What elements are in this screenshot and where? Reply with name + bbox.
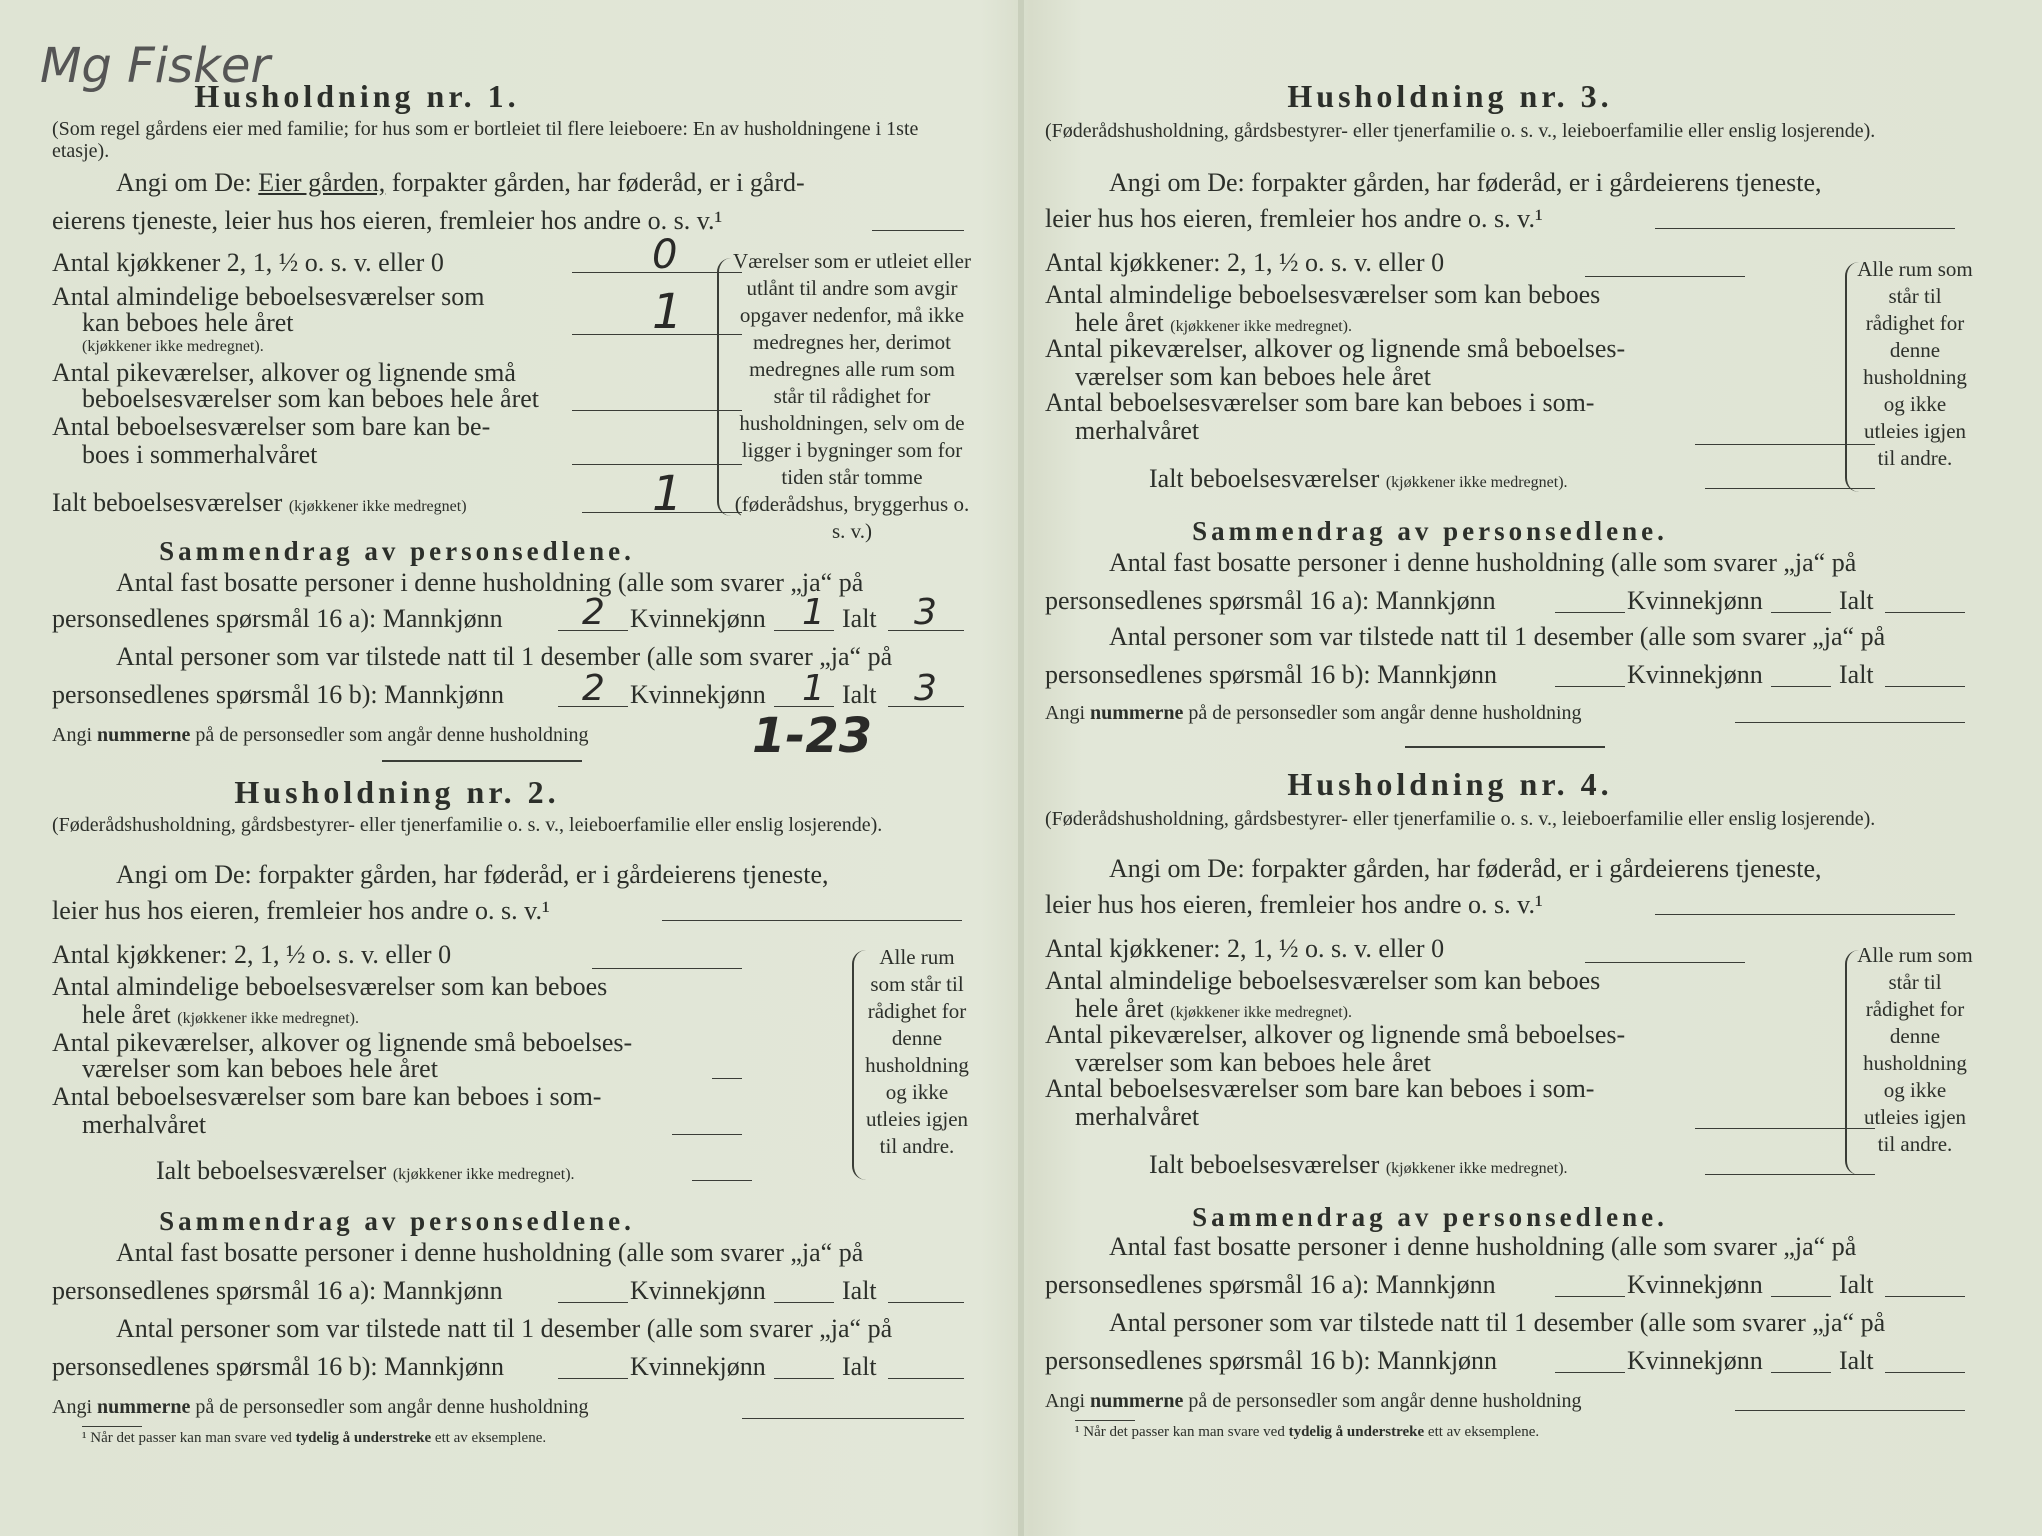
h4-til-ialt: Ialt [1839, 1346, 1874, 1375]
h4-pike-1: Antal pikeværelser, alkover og lignende små beboelses- [1045, 1020, 1626, 1049]
h1-kjokken-value: 0 [652, 232, 678, 278]
h3-separator [1405, 746, 1605, 748]
h1-fast-mann-value: 2 [582, 592, 605, 633]
h2-angi-2: leier hus hos eieren, fremleier hos andre o. s. v.¹ [52, 896, 550, 925]
h1-nummer-line: Angi nummerne på de personsedler som angår denne husholdning [52, 724, 589, 746]
h4-nummer-fill [1735, 1410, 1965, 1411]
h4-til-2: personsedlenes spørsmål 16 b): Mannkjønn [1045, 1346, 1498, 1375]
h2-til-ialt: Ialt [842, 1352, 877, 1381]
h4-til-kvinne-line [1771, 1372, 1831, 1373]
h3-side-note: Alle rum som står til rådighet for denne husholdning og ikke utleies igjen til andre. [1857, 257, 1973, 470]
h3-angi-1: Angi om De: forpakter gården, har føderåd, er i gårdeierens tjeneste, [1109, 168, 1822, 197]
h2-fast-ialt-line [888, 1302, 964, 1303]
h1-ialt-label: Ialt beboelsesværelser (kjøkkener ikke medregnet) [52, 488, 467, 517]
h2-alm-2: hele året (kjøkkener ikke medregnet). [82, 1000, 359, 1029]
h2-til-2: personsedlenes spørsmål 16 b): Mannkjønn [52, 1352, 505, 1381]
household-3-subtitle: (Føderådshusholdning, gårdsbestyrer- eller tjenerfamilie o. s. v., leieboerfamilie eller enslig losjerende). [1045, 120, 1876, 142]
h1-som-label-2: boes i sommerhalvåret [82, 440, 318, 469]
h1-til-ialt-value: 3 [914, 668, 937, 709]
h2-nummer-line-fill [742, 1418, 964, 1419]
h3-til-kvinne-line [1771, 686, 1831, 687]
h1-alm-value: 1 [652, 284, 683, 340]
h2-fast-ialt: Ialt [842, 1276, 877, 1305]
h4-fast-ialt: Ialt [1839, 1270, 1874, 1299]
h2-ialt-line [692, 1180, 752, 1181]
h1-til-line2: personsedlenes spørsmål 16 b): Mannkjønn [52, 680, 505, 709]
h2-til-ialt-line [888, 1378, 964, 1379]
h1-til-kvinne-value: 1 [802, 668, 825, 709]
h3-fast-mann-line [1555, 612, 1625, 613]
h3-pike-1: Antal pikeværelser, alkover og lignende små beboelses- [1045, 334, 1626, 363]
h3-kjokken-line [1585, 276, 1745, 277]
h2-til-1: Antal personer som var tilstede natt til 1 desember (alle som svarer „ja“ på [116, 1314, 893, 1343]
household-1-angi-line2: eierens tjeneste, leier hus hos eieren, fremleier hos andre o. s. v.¹ [52, 206, 723, 235]
h1-summary-title: Sammendrag av personsedlene. [159, 536, 635, 566]
h3-alm-2: hele året (kjøkkener ikke medregnet). [1075, 308, 1352, 337]
h1-fast-ialt: Ialt [842, 604, 877, 633]
h4-til-1: Antal personer som var tilstede natt til 1 desember (alle som svarer „ja“ på [1109, 1308, 1886, 1337]
h3-alm-1: Antal almindelige beboelsesværelser som kan beboes [1045, 280, 1601, 309]
h2-fast-mann-line [558, 1302, 628, 1303]
h1-separator [382, 760, 582, 762]
h1-til-line1: Antal personer som var tilstede natt til 1 desember (alle som svarer „ja“ på [116, 642, 893, 671]
household-2-subtitle: (Føderådshusholdning, gårdsbestyrer- eller tjenerfamilie o. s. v., leieboerfamilie eller enslig losjerende). [52, 814, 883, 836]
h4-fast-mann-line [1555, 1296, 1625, 1297]
h4-summary-title: Sammendrag av personsedlene. [1192, 1202, 1668, 1232]
h3-kjokken: Antal kjøkkener: 2, 1, ½ o. s. v. eller 0 [1045, 248, 1445, 277]
h4-kjokken-line [1585, 962, 1745, 963]
h3-til-2: personsedlenes spørsmål 16 b): Mannkjønn [1045, 660, 1498, 689]
h1-kjokken-label: Antal kjøkkener 2, 1, ½ o. s. v. eller 0 [52, 248, 444, 277]
h2-pike-2: værelser som kan beboes hele året [82, 1054, 438, 1083]
h3-til-kvinne: Kvinnekjønn [1627, 660, 1763, 689]
household-3-title: Husholdning nr. 3. [1287, 78, 1613, 114]
h3-pike-2: værelser som kan beboes hele året [1075, 362, 1431, 391]
h2-til-kvinne-line [774, 1378, 834, 1379]
h3-som-2: merhalvåret [1075, 416, 1200, 445]
household-1-title: Husholdning nr. 1. [194, 78, 520, 114]
h2-pike-1: Antal pikeværelser, alkover og lignende små beboelses- [52, 1028, 633, 1057]
h1-til-kvinne: Kvinnekjønn [630, 680, 766, 709]
h2-som-line [672, 1134, 742, 1135]
h3-angi-2: leier hus hos eieren, fremleier hos andre o. s. v.¹ [1045, 204, 1543, 233]
h3-fast-2: personsedlenes spørsmål 16 a): Mannkjønn [1045, 586, 1496, 615]
h2-angi-line [662, 920, 962, 921]
household-4-title: Husholdning nr. 4. [1287, 766, 1613, 802]
h3-fast-kvinne-line [1771, 612, 1831, 613]
h3-fast-kvinne: Kvinnekjønn [1627, 586, 1763, 615]
h1-side-note: Værelser som er utleiet eller utlånt til andre som avgir opgaver nedenfor, må ikke medregnes her, derimot medregnes alle rum som står til rådighet for husholdningen, selv om de ligger i bygninger som for tiden står tomme (føderådshus, bryggerhus o. s. v.) [733, 249, 971, 543]
h3-summary-title: Sammendrag av personsedlene. [1192, 516, 1668, 546]
footnote-rule-left [82, 1426, 142, 1427]
h2-fast-1: Antal fast bosatte personer i denne husholdning (alle som svarer „ja“ på [116, 1238, 864, 1267]
h2-fast-kvinne: Kvinnekjønn [630, 1276, 766, 1305]
h1-brace [717, 258, 731, 516]
h2-ialt: Ialt beboelsesværelser (kjøkkener ikke medregnet). [156, 1156, 575, 1185]
h2-til-mann-line [558, 1378, 628, 1379]
h4-fast-2: personsedlenes spørsmål 16 a): Mannkjønn [1045, 1270, 1496, 1299]
h2-angi-1: Angi om De: forpakter gården, har føderåd, er i gårdeierens tjeneste, [116, 860, 829, 889]
h2-kjokken-line [592, 968, 742, 969]
h3-til-1: Antal personer som var tilstede natt til 1 desember (alle som svarer „ja“ på [1109, 622, 1886, 651]
h4-kjokken: Antal kjøkkener: 2, 1, ½ o. s. v. eller 0 [1045, 934, 1445, 963]
footnote-right: ¹ Når det passer kan man svare ved tydelig å understreke ett av eksemplene. [1075, 1424, 1540, 1440]
h2-summary-title: Sammendrag av personsedlene. [159, 1206, 635, 1236]
h3-til-ialt: Ialt [1839, 660, 1874, 689]
h4-nummer-line: Angi nummerne på de personsedler som angår denne husholdning [1045, 1390, 1582, 1412]
household-2-title: Husholdning nr. 2. [234, 774, 560, 810]
h2-til-kvinne: Kvinnekjønn [630, 1352, 766, 1381]
h3-til-ialt-line [1885, 686, 1965, 687]
h4-til-mann-line [1555, 1372, 1625, 1373]
h4-alm-2: hele året (kjøkkener ikke medregnet). [1075, 994, 1352, 1023]
h4-fast-ialt-line [1885, 1296, 1965, 1297]
footnote-rule-right [1075, 1420, 1135, 1421]
h1-fast-line1: Antal fast bosatte personer i denne husholdning (alle som svarer „ja“ på [116, 568, 864, 597]
h1-fast-kvinne-value: 1 [802, 592, 825, 633]
h2-som-1: Antal beboelsesværelser som bare kan beboes i som- [52, 1082, 602, 1111]
h1-fast-ialt-value: 3 [914, 592, 937, 633]
h4-fast-1: Antal fast bosatte personer i denne husholdning (alle som svarer „ja“ på [1109, 1232, 1857, 1261]
h1-alm-label-2: kan beboes hele året [82, 308, 294, 337]
h1-nummer-value: 1-23 [752, 708, 873, 764]
angi-fill-line [872, 230, 964, 231]
h4-angi-2: leier hus hos eieren, fremleier hos andre o. s. v.¹ [1045, 890, 1543, 919]
h3-som-1: Antal beboelsesværelser som bare kan beboes i som- [1045, 388, 1595, 417]
h4-angi-line [1655, 914, 1955, 915]
h3-fast-ialt-line [1885, 612, 1965, 613]
h1-til-ialt: Ialt [842, 680, 877, 709]
h4-side-note: Alle rum som står til rådighet for denne husholdning og ikke utleies igjen til andre. [1857, 943, 1973, 1156]
h2-alm-1: Antal almindelige beboelsesværelser som kan beboes [52, 972, 608, 1001]
household-1-angi-line1: Angi om De: Eier gården, forpakter gården, har føderåd, er i gård- [116, 168, 805, 197]
h3-nummer-line: Angi nummerne på de personsedler som angår denne husholdning [1045, 702, 1582, 724]
h3-fast-1: Antal fast bosatte personer i denne husholdning (alle som svarer „ja“ på [1109, 548, 1857, 577]
h2-fast-2: personsedlenes spørsmål 16 a): Mannkjønn [52, 1276, 503, 1305]
h4-til-ialt-line [1885, 1372, 1965, 1373]
h3-angi-line [1655, 228, 1955, 229]
h2-pike-line [712, 1078, 742, 1079]
household-4-subtitle: (Føderådshusholdning, gårdsbestyrer- eller tjenerfamilie o. s. v., leieboerfamilie eller enslig losjerende). [1045, 808, 1876, 830]
h4-fast-kvinne: Kvinnekjønn [1627, 1270, 1763, 1299]
h2-nummer-line: Angi nummerne på de personsedler som angår denne husholdning [52, 1396, 589, 1418]
household-1-subtitle: (Som regel gårdens eier med familie; for hus som er bortleiet til flere leieboere: En av husholdningene i 1ste etasje). [52, 118, 919, 162]
h1-som-label-1: Antal beboelsesværelser som bare kan be- [52, 412, 491, 441]
h1-alm-label-1: Antal almindelige beboelsesværelser som [52, 282, 485, 311]
h4-alm-1: Antal almindelige beboelsesværelser som kan beboes [1045, 966, 1601, 995]
h1-ialt-value: 1 [652, 466, 683, 522]
left-column [52, 0, 982, 1536]
h3-nummer-fill [1735, 722, 1965, 723]
h4-som-2: merhalvåret [1075, 1102, 1200, 1131]
right-column [1045, 0, 1975, 1536]
h3-til-mann-line [1555, 686, 1625, 687]
h4-fast-kvinne-line [1771, 1296, 1831, 1297]
h4-som-1: Antal beboelsesværelser som bare kan beboes i som- [1045, 1074, 1595, 1103]
h3-fast-ialt: Ialt [1839, 586, 1874, 615]
h4-ialt: Ialt beboelsesværelser (kjøkkener ikke medregnet). [1149, 1150, 1568, 1179]
handwritten-header: Mg Fisker [40, 38, 271, 94]
h2-som-2: merhalvåret [82, 1110, 207, 1139]
h2-fast-kvinne-line [774, 1302, 834, 1303]
h3-ialt: Ialt beboelsesværelser (kjøkkener ikke medregnet). [1149, 464, 1568, 493]
h1-pike-label-2: beboelsesværelser som kan beboes hele året [82, 384, 540, 413]
h1-til-mann-value: 2 [582, 668, 605, 709]
h1-pike-label-1: Antal pikeværelser, alkover og lignende små [52, 358, 516, 387]
h1-alm-label-3: (kjøkkener ikke medregnet). [82, 338, 264, 355]
h1-fast-kvinne: Kvinnekjønn [630, 604, 766, 633]
h4-ialt-line [1705, 1174, 1875, 1175]
h2-side-note: Alle rum som står til rådighet for denne husholdning og ikke utleies igjen til andre. [865, 945, 969, 1158]
h4-til-kvinne: Kvinnekjønn [1627, 1346, 1763, 1375]
h1-fast-line2: personsedlenes spørsmål 16 a): Mannkjønn [52, 604, 503, 633]
h2-kjokken: Antal kjøkkener: 2, 1, ½ o. s. v. eller 0 [52, 940, 452, 969]
h4-pike-2: værelser som kan beboes hele året [1075, 1048, 1431, 1077]
footnote-left: ¹ Når det passer kan man svare ved tydelig å understreke ett av eksemplene. [82, 1430, 547, 1446]
h4-angi-1: Angi om De: forpakter gården, har føderåd, er i gårdeierens tjeneste, [1109, 854, 1822, 883]
eier-option-underlined: Eier gården, [258, 168, 386, 197]
